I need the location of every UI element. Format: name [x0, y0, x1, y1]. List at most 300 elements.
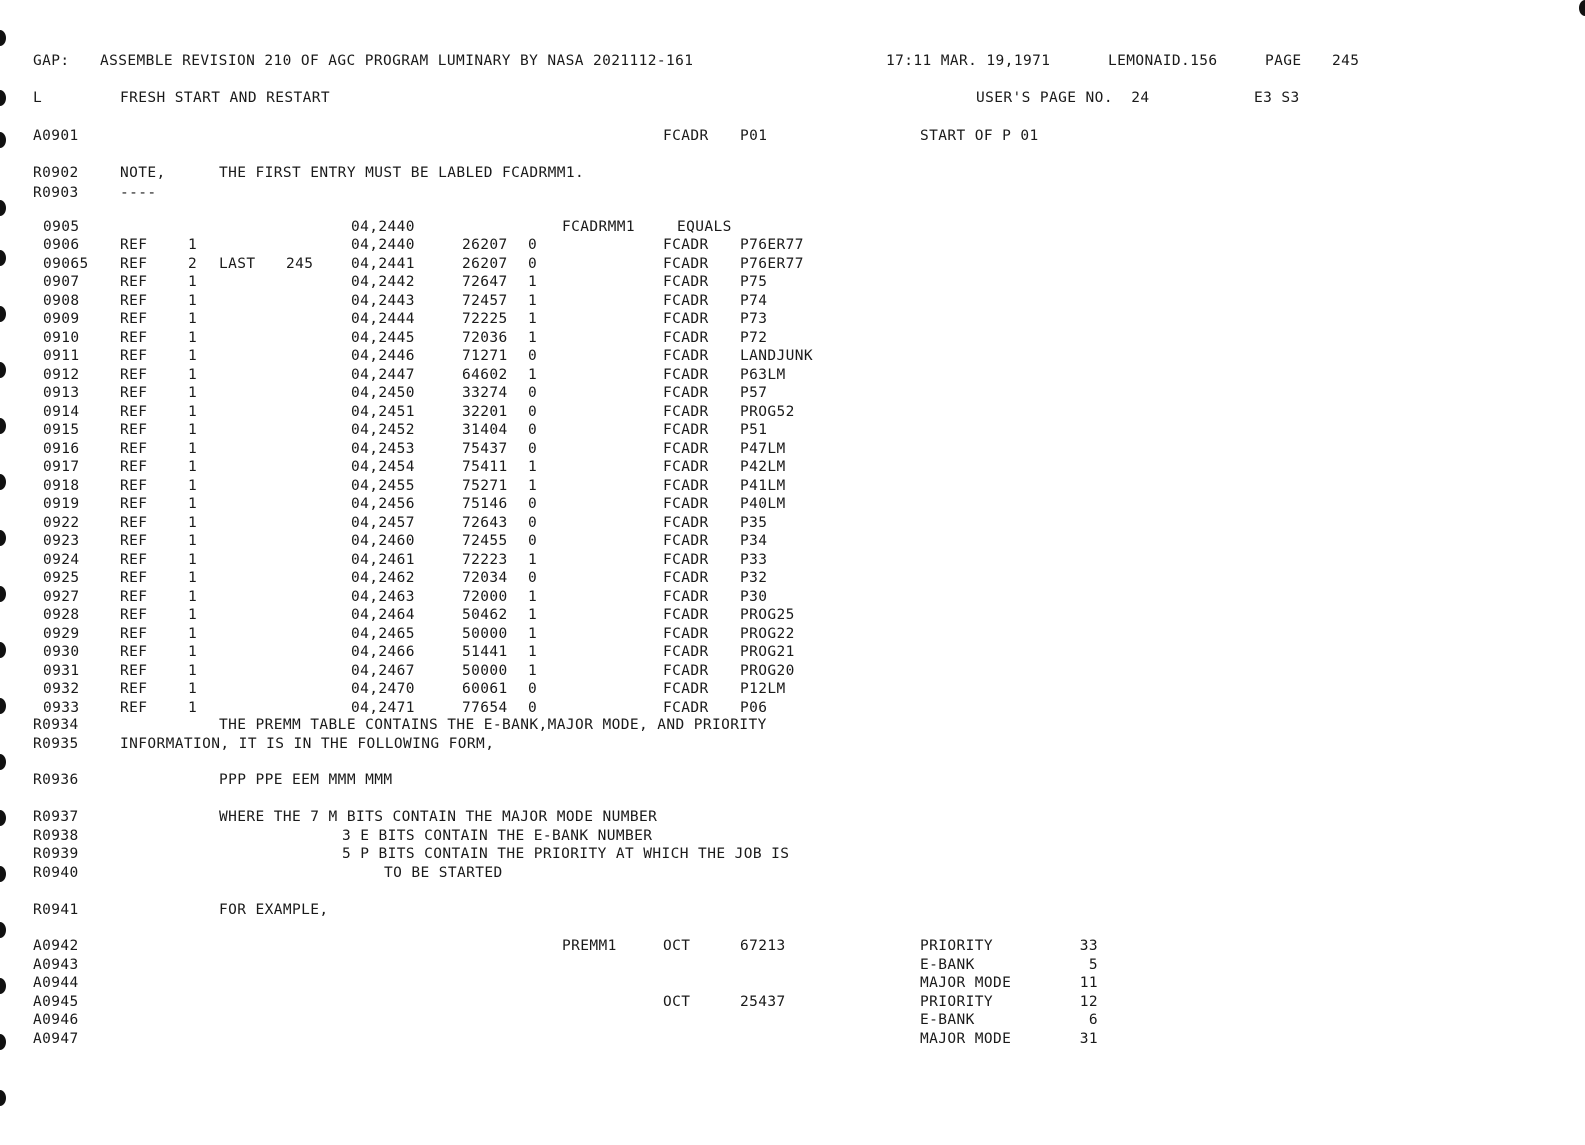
table-row	[0, 699, 1585, 717]
seq-number: R0934	[33, 717, 79, 733]
cell-op: FCADR	[663, 570, 709, 586]
cell-seq: 0912	[43, 366, 80, 383]
cell-op: FCADR	[663, 329, 709, 346]
cell-last: LAST	[219, 255, 256, 272]
cell-seq: 0913	[43, 385, 80, 401]
cell-arg: PROG52	[740, 403, 795, 420]
cell-seq: 0914	[43, 403, 80, 420]
example-num: 5	[1088, 956, 1098, 973]
cell-bit: 0	[528, 533, 538, 549]
seq-number: R0935	[33, 736, 79, 752]
cell-n: 1	[188, 329, 198, 346]
cell-word: 72034	[462, 570, 508, 586]
cell-word: 72000	[462, 588, 508, 605]
table-row	[0, 255, 1585, 273]
cell-seq: 0916	[43, 440, 80, 457]
cell-op: FCADR	[663, 477, 709, 494]
cell-bit: 1	[528, 607, 538, 623]
seq-number: A0901	[33, 128, 79, 144]
cell-seq: 0923	[43, 533, 80, 549]
cell-ref: REF	[120, 385, 148, 401]
cell-bit: 0	[528, 237, 538, 253]
cell-op: FCADR	[663, 588, 709, 605]
cell-n: 1	[188, 625, 198, 642]
cell-seq: 0931	[43, 662, 80, 679]
bit-format: PPP PPE EEM MMM MMM	[219, 772, 393, 788]
cell-seq: 0933	[43, 699, 80, 716]
seq-number: R0903	[33, 185, 79, 201]
example-op: OCT	[663, 993, 691, 1010]
address: 04,2440	[351, 219, 415, 235]
cell-op: FCADR	[663, 681, 709, 697]
cell-bit: 0	[528, 681, 538, 697]
cell-seq: 0918	[43, 477, 80, 494]
cell-ref: REF	[120, 459, 148, 475]
cell-word: 72225	[462, 311, 508, 327]
example-row	[0, 1011, 1585, 1029]
table-row	[0, 366, 1585, 384]
cell-bit: 0	[528, 440, 538, 457]
table-row	[0, 329, 1585, 347]
example-row	[0, 937, 1585, 955]
cell-ref: REF	[120, 422, 148, 438]
cell-n: 1	[188, 496, 198, 512]
opcode: EQUALS	[677, 219, 732, 235]
cell-arg: P32	[740, 570, 768, 586]
cell-word: 77654	[462, 699, 508, 716]
example-seq: A0943	[33, 956, 79, 973]
example-row	[0, 974, 1585, 992]
table-row	[0, 532, 1585, 550]
cell-seq: 0909	[43, 311, 80, 327]
table-row	[0, 495, 1585, 513]
cell-seq: 0919	[43, 496, 80, 512]
cell-seq: 0910	[43, 329, 80, 346]
cell-addr: 04,2456	[351, 496, 415, 512]
cell-arg: LANDJUNK	[740, 348, 814, 364]
cell-arg: PROG21	[740, 644, 795, 660]
label: FCADRMM1	[562, 219, 636, 235]
comment-text: FOR EXAMPLE,	[219, 902, 329, 918]
cell-arg: P74	[740, 292, 768, 309]
example-seq: A0945	[33, 993, 79, 1010]
cell-ref: REF	[120, 625, 148, 642]
section-title: FRESH START AND RESTART	[120, 90, 330, 106]
lemonaid-version: LEMONAID.156	[1108, 53, 1218, 69]
cell-seq: 0922	[43, 514, 80, 531]
cell-seq: 0915	[43, 422, 80, 438]
page-number: 245	[1332, 53, 1360, 69]
cell-word: 26207	[462, 255, 508, 272]
example-key: E-BANK	[920, 1012, 975, 1028]
cell-n: 1	[188, 440, 198, 457]
line-a0901	[0, 127, 1585, 145]
cell-bit: 0	[528, 385, 538, 401]
cell-word: 71271	[462, 348, 508, 364]
assembly-title: ASSEMBLE REVISION 210 OF AGC PROGRAM LUMINARY BY NASA 2021112-161	[100, 53, 694, 69]
example-seq: A0946	[33, 1012, 79, 1028]
cell-ref: REF	[120, 514, 148, 531]
cell-arg: P35	[740, 514, 768, 531]
table-row	[0, 273, 1585, 291]
cell-op: FCADR	[663, 403, 709, 420]
cell-addr: 04,2442	[351, 274, 415, 290]
cell-arg: P76ER77	[740, 237, 804, 253]
note-tag: NOTE,	[120, 165, 166, 181]
cell-n: 1	[188, 477, 198, 494]
example-label: PREMM1	[562, 938, 617, 954]
cell-n: 1	[188, 348, 198, 364]
cell-word: 75271	[462, 477, 508, 494]
line-r0940	[0, 864, 1585, 882]
cell-arg: P41LM	[740, 477, 786, 494]
cell-n: 1	[188, 459, 198, 475]
cell-word: 50000	[462, 662, 508, 679]
seq-number: R0938	[33, 828, 79, 844]
cell-seq: 0929	[43, 625, 80, 642]
cell-word: 31404	[462, 422, 508, 438]
cell-arg: P42LM	[740, 459, 786, 475]
line-r0939	[0, 845, 1585, 863]
line-r0934	[0, 716, 1585, 734]
example-key: PRIORITY	[920, 993, 994, 1010]
example-key: MAJOR MODE	[920, 975, 1012, 991]
line-r0941	[0, 901, 1585, 919]
cell-addr: 04,2440	[351, 237, 415, 253]
cell-arg: P12LM	[740, 681, 786, 697]
cell-addr: 04,2471	[351, 699, 415, 716]
cell-bit: 0	[528, 496, 538, 512]
cell-ref: REF	[120, 681, 148, 697]
cell-n: 1	[188, 237, 198, 253]
page-label: PAGE	[1265, 53, 1302, 69]
note-text: THE FIRST ENTRY MUST BE LABLED FCADRMM1.	[219, 165, 585, 181]
cell-ref: REF	[120, 329, 148, 346]
cell-addr: 04,2467	[351, 662, 415, 679]
cell-bit: 1	[528, 274, 538, 290]
cell-op: FCADR	[663, 292, 709, 309]
cell-word: 60061	[462, 681, 508, 697]
users-page-number: USER'S PAGE NO. 24	[976, 90, 1150, 106]
cell-addr: 04,2457	[351, 514, 415, 531]
example-key: E-BANK	[920, 956, 975, 973]
example-val: 25437	[740, 993, 786, 1010]
cell-word: 75411	[462, 459, 508, 475]
example-seq: A0944	[33, 975, 79, 991]
table-row	[0, 662, 1585, 680]
header-line-2	[0, 89, 1585, 107]
cell-op: FCADR	[663, 625, 709, 642]
cell-word: 75146	[462, 496, 508, 512]
cell-ref: REF	[120, 644, 148, 660]
cell-n: 1	[188, 385, 198, 401]
cell-arg: P57	[740, 385, 768, 401]
cell-addr: 04,2447	[351, 366, 415, 383]
cell-n: 1	[188, 292, 198, 309]
cell-word: 33274	[462, 385, 508, 401]
comment-text: 5 P BITS CONTAIN THE PRIORITY AT WHICH THE JOB IS	[342, 846, 790, 862]
seq-number: 0905	[43, 219, 80, 235]
header-line-1	[0, 52, 1585, 70]
cell-n: 1	[188, 662, 198, 679]
cell-seq: 0924	[43, 551, 80, 568]
cell-word: 26207	[462, 237, 508, 253]
example-op: OCT	[663, 938, 691, 954]
example-key: PRIORITY	[920, 938, 994, 954]
cell-n: 1	[188, 311, 198, 327]
cell-op: FCADR	[663, 440, 709, 457]
cell-op: FCADR	[663, 237, 709, 253]
cell-ref: REF	[120, 311, 148, 327]
cell-arg: PROG22	[740, 625, 795, 642]
cell-word: 72455	[462, 533, 508, 549]
table-row	[0, 588, 1585, 606]
cell-n: 1	[188, 607, 198, 623]
cell-op: FCADR	[663, 607, 709, 623]
cell-addr: 04,2455	[351, 477, 415, 494]
cell-arg: P40LM	[740, 496, 786, 512]
line-r0937	[0, 808, 1585, 826]
cell-arg: P51	[740, 422, 768, 438]
example-key: MAJOR MODE	[920, 1030, 1012, 1047]
table-row	[0, 310, 1585, 328]
line-r0936	[0, 771, 1585, 789]
seq-number: R0902	[33, 165, 79, 181]
cell-ref: REF	[120, 496, 148, 512]
cell-op: FCADR	[663, 255, 709, 272]
table-row	[0, 551, 1585, 569]
cell-ref: REF	[120, 477, 148, 494]
table-row	[0, 625, 1585, 643]
cell-addr: 04,2444	[351, 311, 415, 327]
cell-addr: 04,2464	[351, 607, 415, 623]
cell-word: 72457	[462, 292, 508, 309]
comment-text: TO BE STARTED	[384, 865, 503, 881]
table-row	[0, 292, 1585, 310]
example-row	[0, 1030, 1585, 1048]
section-code: E3 S3	[1254, 90, 1300, 106]
cell-seq: 0928	[43, 607, 80, 623]
table-row	[0, 606, 1585, 624]
cell-op: FCADR	[663, 551, 709, 568]
cell-bit: 1	[528, 292, 538, 309]
cell-bit: 1	[528, 588, 538, 605]
cell-bit: 1	[528, 644, 538, 660]
example-row	[0, 993, 1585, 1011]
cell-addr: 04,2465	[351, 625, 415, 642]
example-seq: A0947	[33, 1030, 79, 1047]
cell-seq: 0911	[43, 348, 80, 364]
cell-bit: 1	[528, 459, 538, 475]
cell-arg: P34	[740, 533, 768, 549]
cell-ref: REF	[120, 440, 148, 457]
listing-flag: L	[33, 90, 43, 106]
table-row	[0, 477, 1585, 495]
cell-n: 1	[188, 644, 198, 660]
cell-arg: P30	[740, 588, 768, 605]
cell-arg: PROG25	[740, 607, 795, 623]
cell-word: 72036	[462, 329, 508, 346]
cell-arg: P63LM	[740, 366, 786, 383]
cell-ref: REF	[120, 274, 148, 290]
cell-op: FCADR	[663, 348, 709, 364]
example-num: 33	[1079, 938, 1098, 954]
line-r0902	[0, 164, 1585, 182]
cell-addr: 04,2450	[351, 385, 415, 401]
cell-op: FCADR	[663, 533, 709, 549]
cell-addr: 04,2466	[351, 644, 415, 660]
cell-bit: 1	[528, 625, 538, 642]
cell-op: FCADR	[663, 311, 709, 327]
seq-number: R0941	[33, 902, 79, 918]
cell-bit: 0	[528, 255, 538, 272]
cell-n: 1	[188, 570, 198, 586]
cell-addr: 04,2443	[351, 292, 415, 309]
table-row	[0, 458, 1585, 476]
cell-word: 64602	[462, 366, 508, 383]
line-r0935	[0, 735, 1585, 753]
cell-bit: 1	[528, 366, 538, 383]
example-num: 11	[1079, 975, 1098, 991]
cell-seq: 0907	[43, 274, 80, 290]
cell-seq: 09065	[43, 255, 89, 272]
cell-bit: 1	[528, 551, 538, 568]
cell-op: FCADR	[663, 699, 709, 716]
cell-ref: REF	[120, 255, 148, 272]
table-row	[0, 569, 1585, 587]
cell-ref: REF	[120, 662, 148, 679]
table-row	[0, 347, 1585, 365]
cell-ref: REF	[120, 237, 148, 253]
cell-addr: 04,2441	[351, 255, 415, 272]
timestamp: 17:11 MAR. 19,1971	[886, 53, 1051, 69]
cell-addr: 04,2453	[351, 440, 415, 457]
cell-ref: REF	[120, 570, 148, 586]
cell-lastpg: 245	[286, 255, 314, 272]
seq-number: R0937	[33, 809, 79, 825]
cell-bit: 1	[528, 477, 538, 494]
cell-seq: 0917	[43, 459, 80, 475]
cell-op: FCADR	[663, 422, 709, 438]
example-num: 12	[1079, 993, 1098, 1010]
table-row	[0, 643, 1585, 661]
seq-number: R0936	[33, 772, 79, 788]
cell-n: 1	[188, 588, 198, 605]
cell-ref: REF	[120, 348, 148, 364]
cell-addr: 04,2463	[351, 588, 415, 605]
example-row	[0, 956, 1585, 974]
cell-word: 51441	[462, 644, 508, 660]
cell-bit: 0	[528, 699, 538, 716]
cell-op: FCADR	[663, 385, 709, 401]
cell-n: 2	[188, 255, 198, 272]
cell-bit: 0	[528, 514, 538, 531]
line-r0903	[0, 184, 1585, 202]
table-row	[0, 403, 1585, 421]
cell-n: 1	[188, 681, 198, 697]
table-row	[0, 440, 1585, 458]
cell-op: FCADR	[663, 644, 709, 660]
cell-ref: REF	[120, 533, 148, 549]
cell-addr: 04,2446	[351, 348, 415, 364]
operand: P01	[740, 128, 768, 144]
cell-bit: 1	[528, 662, 538, 679]
cell-word: 72647	[462, 274, 508, 290]
cell-addr: 04,2445	[351, 329, 415, 346]
cell-seq: 0927	[43, 588, 80, 605]
cell-op: FCADR	[663, 274, 709, 290]
cell-n: 1	[188, 514, 198, 531]
note-underline: ----	[120, 185, 157, 201]
cell-arg: P47LM	[740, 440, 786, 457]
cell-word: 72643	[462, 514, 508, 531]
table-row	[0, 421, 1585, 439]
cell-n: 1	[188, 274, 198, 290]
table-row	[0, 514, 1585, 532]
cell-word: 32201	[462, 403, 508, 420]
seq-number: R0940	[33, 865, 79, 881]
table-row	[0, 680, 1585, 698]
cell-seq: 0908	[43, 292, 80, 309]
line-0905	[0, 218, 1585, 236]
program-tag: GAP:	[33, 53, 70, 69]
table-row	[0, 384, 1585, 402]
comment-text: THE PREMM TABLE CONTAINS THE E-BANK,MAJOR MODE, AND PRIORITY	[219, 717, 767, 733]
example-num: 6	[1088, 1012, 1098, 1028]
cell-seq: 0930	[43, 644, 80, 660]
cell-arg: P73	[740, 311, 768, 327]
comment-text: WHERE THE 7 M BITS CONTAIN THE MAJOR MODE NUMBER	[219, 809, 658, 825]
example-val: 67213	[740, 938, 786, 954]
cell-ref: REF	[120, 292, 148, 309]
cell-arg: P72	[740, 329, 768, 346]
example-num: 31	[1079, 1030, 1098, 1047]
cell-bit: 0	[528, 570, 538, 586]
example-seq: A0942	[33, 938, 79, 954]
cell-word: 75437	[462, 440, 508, 457]
cell-addr: 04,2452	[351, 422, 415, 438]
line-r0938	[0, 827, 1585, 845]
table-row	[0, 236, 1585, 254]
cell-arg: P33	[740, 551, 768, 568]
comment: START OF P 01	[920, 128, 1039, 144]
cell-addr: 04,2451	[351, 403, 415, 420]
cell-bit: 0	[528, 422, 538, 438]
cell-ref: REF	[120, 588, 148, 605]
cell-arg: P06	[740, 699, 768, 716]
seq-number: R0939	[33, 846, 79, 862]
cell-bit: 0	[528, 348, 538, 364]
comment-text: INFORMATION, IT IS IN THE FOLLOWING FORM,	[120, 736, 495, 752]
cell-ref: REF	[120, 366, 148, 383]
cell-seq: 0932	[43, 681, 80, 697]
cell-op: FCADR	[663, 496, 709, 512]
cell-n: 1	[188, 422, 198, 438]
cell-n: 1	[188, 533, 198, 549]
cell-word: 50000	[462, 625, 508, 642]
cell-bit: 0	[528, 403, 538, 420]
cell-n: 1	[188, 366, 198, 383]
cell-n: 1	[188, 699, 198, 716]
opcode: FCADR	[663, 128, 709, 144]
cell-addr: 04,2460	[351, 533, 415, 549]
cell-ref: REF	[120, 403, 148, 420]
comment-text: 3 E BITS CONTAIN THE E-BANK NUMBER	[342, 828, 653, 844]
cell-addr: 04,2470	[351, 681, 415, 697]
cell-bit: 1	[528, 311, 538, 327]
cell-n: 1	[188, 551, 198, 568]
cell-word: 50462	[462, 607, 508, 623]
